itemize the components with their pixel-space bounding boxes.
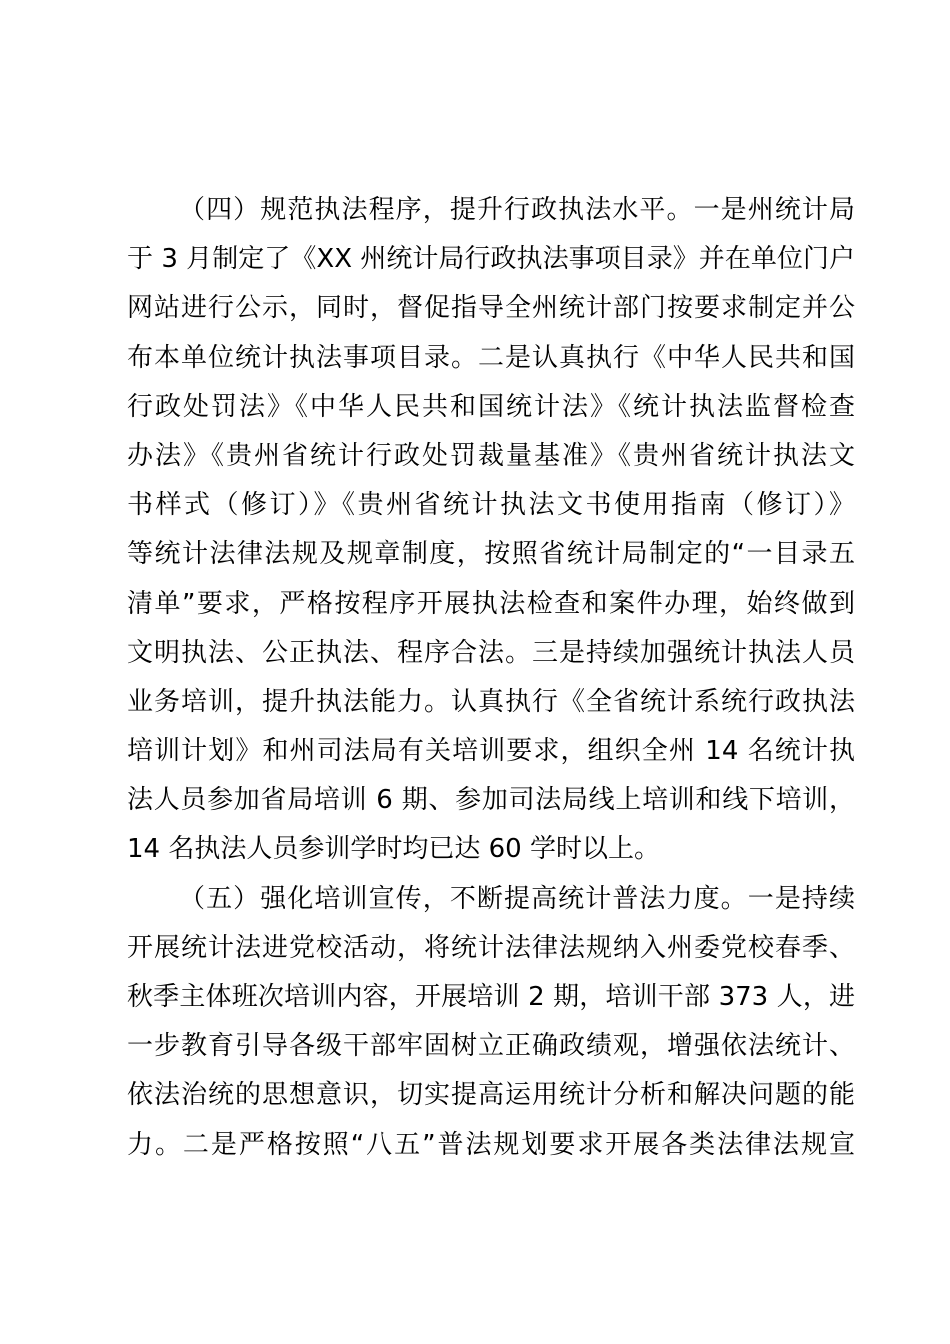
paragraph-4-line-13: 法人员参加省局培训 6 期、参加司法局线上培训和线下培训， [127, 785, 855, 816]
paragraph-4-line-14: 14 名执法人员参训学时均已达 60 学时以上。 [127, 834, 660, 865]
paragraph-5-line-2: 开展统计法进党校活动，将统计法律法规纳入州委党校春季、 [127, 932, 855, 963]
paragraph-5-line-1: （五）强化培训宣传，不断提高统计普法力度。一是持续 [179, 883, 855, 914]
paragraph-4-line-12: 培训计划》和州司法局有关培训要求，组织全州 14 名统计执 [127, 736, 855, 767]
paragraph-4-line-8: 等统计法律法规及规章制度，按照省统计局制定的“一目录五 [127, 539, 855, 570]
paragraph-4-line-5: 行政处罚法》《中华人民共和国统计法》《统计执法监督检查 [127, 391, 855, 422]
paragraph-5-line-5: 依法治统的思想意识，切实提高运用统计分析和解决问题的能 [127, 1080, 855, 1111]
paragraph-4-line-7: 书样式（修订）》《贵州省统计执法文书使用指南（修订）》 [127, 490, 855, 521]
paragraph-5-line-4: 一步教育引导各级干部牢固树立正确政绩观，增强依法统计、 [127, 1031, 855, 1062]
paragraph-4-line-10: 文明执法、公正执法、程序合法。三是持续加强统计执法人员 [127, 637, 855, 668]
paragraph-4-line-9: 清单”要求，严格按程序开展执法检查和案件办理，始终做到 [127, 588, 855, 619]
paragraph-5-line-3: 秋季主体班次培训内容，开展培训 2 期，培训干部 373 人，进 [127, 982, 855, 1012]
paragraph-4-line-6: 办法》《贵州省统计行政处罚裁量基准》《贵州省统计执法文 [127, 440, 855, 471]
paragraph-4-line-3: 网站进行公示，同时，督促指导全州统计部门按要求制定并公 [127, 293, 855, 324]
paragraph-4-line-2: 于 3 月制定了《XX 州统计局行政执法事项目录》并在单位门户 [127, 244, 855, 275]
paragraph-4-line-11: 业务培训，提升执法能力。认真执行《全省统计系统行政执法 [127, 686, 855, 717]
paragraph-4-line-1: （四）规范执法程序，提升行政执法水平。一是州统计局 [179, 195, 855, 225]
paragraph-5-line-6: 力。二是严格按照“八五”普法规划要求开展各类法律法规宣 [127, 1129, 855, 1160]
document-body [127, 186, 855, 1170]
paragraph-4-line-4: 布本单位统计执法事项目录。二是认真执行《中华人民共和国 [127, 342, 855, 373]
